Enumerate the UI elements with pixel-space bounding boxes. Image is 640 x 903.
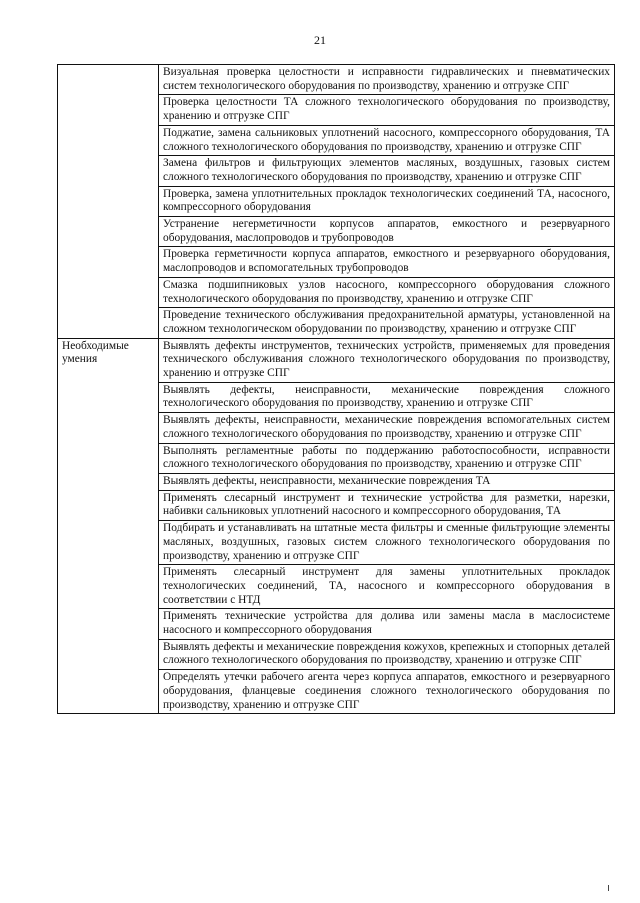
table-cell: Определять утечки рабочего агента через корпуса аппаратов, емкостного и резервуарного оборудования, фланцевые соединения сложного технологического оборудования по производству, хранению и отгрузке СПГ <box>159 670 615 714</box>
table-cell: Замена фильтров и фильтрующих элементов масляных, воздушных, газовых систем сложного технологического оборудования по производству, хранению и отгрузке СПГ <box>159 156 615 186</box>
table-cell: Подбирать и устанавливать на штатные места фильтры и сменные фильтрующие элементы масляных, воздушных, газовых систем сложного технологического оборудования по производству, хранению и отгрузке СПГ <box>159 521 615 565</box>
table-cell: Выявлять дефекты, неисправности, механические повреждения вспомогательных систем сложного технологического оборудования по производству, хранению и отгрузке СПГ <box>159 413 615 443</box>
table-cell: Выявлять дефекты и механические повреждения кожухов, крепежных и стопорных деталей сложного технологического оборудования по производству, хранению и отгрузке СПГ <box>159 639 615 669</box>
scan-mark <box>608 885 609 891</box>
section-label: Необходимые умения <box>62 339 129 366</box>
table-cell: Применять технические устройства для долива или замены масла в маслосистеме насосного и компрессорного оборудования <box>159 609 615 639</box>
table-cell: Проверка целостности ТА сложного технологического оборудования по производству, хранению и отгрузке СПГ <box>159 95 615 125</box>
table-cell: Выявлять дефекты инструментов, технических устройств, применяемых для проведения технического обслуживания сложного технологического оборудования по производству, хранению и отгрузке СПГ <box>159 338 615 382</box>
table-cell: Визуальная проверка целостности и исправности гидравлических и пневматических систем технологического оборудования по производству, хранению и отгрузке СПГ <box>159 65 615 95</box>
table-cell: Смазка подшипниковых узлов насосного, компрессорного оборудования сложного технологического оборудования по производству, хранению и отгрузке СПГ <box>159 277 615 307</box>
table-cell: Применять слесарный инструмент и технические устройства для разметки, нарезки, набивки сальниковых уплотнений насосного и компрессорного оборудования, ТА <box>159 490 615 520</box>
table-row <box>58 338 615 382</box>
table-cell: Выполнять регламентные работы по поддержанию работоспособности, исправности сложного технологического оборудования по производству, хранению и отгрузке СПГ <box>159 443 615 473</box>
table-row <box>58 65 615 95</box>
table-cell: Устранение негерметичности корпусов аппаратов, емкостного и резервуарного оборудования, маслопроводов и трубопроводов <box>159 217 615 247</box>
table-cell: Поджатие, замена сальниковых уплотнений насосного, компрессорного оборудования, ТА сложного технологического оборудования по производству, хранению и отгрузке СПГ <box>159 125 615 155</box>
requirements-table <box>57 64 615 714</box>
table-cell: Проверка, замена уплотнительных прокладок технологических соединений ТА, насосного, компрессорного оборудования <box>159 186 615 216</box>
table-cell: Выявлять дефекты, неисправности, механические повреждения ТА <box>159 473 615 490</box>
table-cell: Проведение технического обслуживания предохранительной арматуры, установленной на сложном технологическом оборудовании по производству, хранению и отгрузке СПГ <box>159 308 615 338</box>
section-label-cell <box>58 65 159 339</box>
table-cell: Применять слесарный инструмент для замены уплотнительных прокладок технологических соединений, ТА, насосного и компрессорного оборудования в соответствии с НТД <box>159 565 615 609</box>
section-label-cell <box>58 338 159 714</box>
table-cell: Выявлять дефекты, неисправности, механические повреждения сложного технологического оборудования по производству, хранению и отгрузке СПГ <box>159 382 615 412</box>
page-number: 21 <box>314 33 326 47</box>
table-cell: Проверка герметичности корпуса аппаратов, емкостного и резервуарного оборудования, маслопроводов и вспомогательных трубопроводов <box>159 247 615 277</box>
